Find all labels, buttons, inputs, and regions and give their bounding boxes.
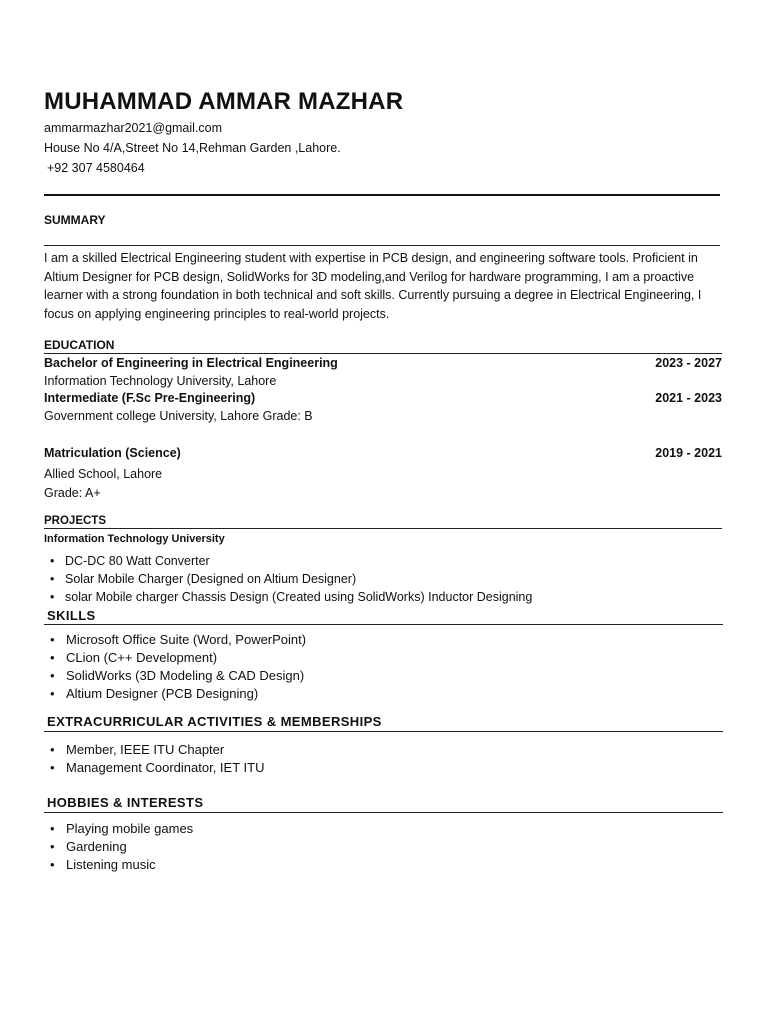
hobby-item-text: Playing mobile games xyxy=(66,821,194,836)
bullet-icon: • xyxy=(50,632,55,647)
project-item-text: Solar Mobile Charger (Designed on Altium Designer) xyxy=(65,572,357,586)
education-institution-intermediate: Government college University, Lahore Grade: B xyxy=(44,409,313,423)
bullet-icon: • xyxy=(50,590,55,604)
projects-heading: PROJECTS xyxy=(44,515,106,527)
bullet-icon: • xyxy=(50,572,55,586)
bullet-icon: • xyxy=(50,668,55,683)
skills-divider xyxy=(44,624,723,625)
hobbies-list xyxy=(50,820,193,874)
header-divider xyxy=(44,194,720,196)
summary-divider xyxy=(44,245,720,246)
skill-item-text: Altium Designer (PCB Designing) xyxy=(66,686,259,701)
list-item xyxy=(50,759,264,777)
list-item xyxy=(50,685,306,703)
skills-list xyxy=(50,631,306,703)
phone-number: +92 307 4580464 xyxy=(47,161,145,175)
list-item xyxy=(50,552,532,570)
bullet-icon: • xyxy=(50,857,55,872)
extracurricular-divider xyxy=(44,731,723,732)
projects-divider xyxy=(44,528,722,529)
list-item xyxy=(50,631,306,649)
education-title-bachelor: Bachelor of Engineering in Electrical Engineering xyxy=(44,356,338,370)
email-address: ammarmazhar2021@gmail.com xyxy=(44,121,223,135)
education-divider xyxy=(44,353,722,354)
summary-heading: SUMMARY xyxy=(44,213,106,227)
skill-item-text: CLion (C++ Development) xyxy=(66,650,218,665)
education-title-intermediate: Intermediate (F.Sc Pre-Engineering) xyxy=(44,391,256,405)
projects-list xyxy=(50,552,532,606)
projects-organization: Information Technology University xyxy=(44,533,225,545)
project-item-text: DC-DC 80 Watt Converter xyxy=(65,554,210,568)
education-date-matriculation: 2019 - 2021 xyxy=(655,446,722,460)
list-item xyxy=(50,856,193,874)
skill-item-text: SolidWorks (3D Modeling & CAD Design) xyxy=(66,668,305,683)
hobby-item-text: Listening music xyxy=(66,857,156,872)
list-item xyxy=(50,741,264,759)
bullet-icon: • xyxy=(50,821,55,836)
education-title-matriculation: Matriculation (Science) xyxy=(44,446,181,460)
education-institution-bachelor: Information Technology University, Lahore xyxy=(44,374,277,388)
list-item xyxy=(50,820,193,838)
list-item xyxy=(50,588,532,606)
bullet-icon: • xyxy=(50,686,55,701)
bullet-icon: • xyxy=(50,554,55,568)
bullet-icon: • xyxy=(50,760,55,775)
skills-heading: SKILLS xyxy=(47,608,96,623)
candidate-name: MUHAMMAD AMMAR MAZHAR xyxy=(44,88,404,115)
extracurricular-item-text: Management Coordinator, IET ITU xyxy=(66,760,265,775)
education-date-bachelor: 2023 - 2027 xyxy=(655,356,722,370)
extracurricular-list xyxy=(50,741,264,777)
hobby-item-text: Gardening xyxy=(66,839,127,854)
postal-address: House No 4/A,Street No 14,Rehman Garden ,Lahore. xyxy=(44,141,341,155)
education-grade-matriculation: Grade: A+ xyxy=(44,486,101,500)
extracurricular-heading: EXTRACURRICULAR ACTIVITIES & MEMBERSHIPS xyxy=(47,714,382,729)
education-institution-matriculation: Allied School, Lahore xyxy=(44,467,163,481)
education-heading: EDUCATION xyxy=(44,338,115,352)
skill-item-text: Microsoft Office Suite (Word, PowerPoint) xyxy=(66,632,307,647)
education-date-intermediate: 2021 - 2023 xyxy=(655,391,722,405)
project-item-text: solar Mobile charger Chassis Design (Created using SolidWorks) Inductor Designing xyxy=(65,590,533,604)
bullet-icon: • xyxy=(50,839,55,854)
list-item xyxy=(50,838,193,856)
bullet-icon: • xyxy=(50,650,55,665)
list-item xyxy=(50,649,306,667)
hobbies-divider xyxy=(44,812,723,813)
extracurricular-item-text: Member, IEEE ITU Chapter xyxy=(66,742,225,757)
summary-text: I am a skilled Electrical Engineering student with expertise in PCB design, and engineering software tools. Proficient in Altium Designer for PCB design, SolidWorks for 3D modeling,and Verilog for hardware programming, I am a proactive learner with a strong foundation in both technical and soft skills. Currently pursuing a degree in Electrical Engineering, I focus on applying engineering principles to real-world projects. xyxy=(44,251,702,321)
bullet-icon: • xyxy=(50,742,55,757)
list-item xyxy=(50,667,306,685)
list-item xyxy=(50,570,532,588)
hobbies-heading: HOBBIES & INTERESTS xyxy=(47,795,204,810)
